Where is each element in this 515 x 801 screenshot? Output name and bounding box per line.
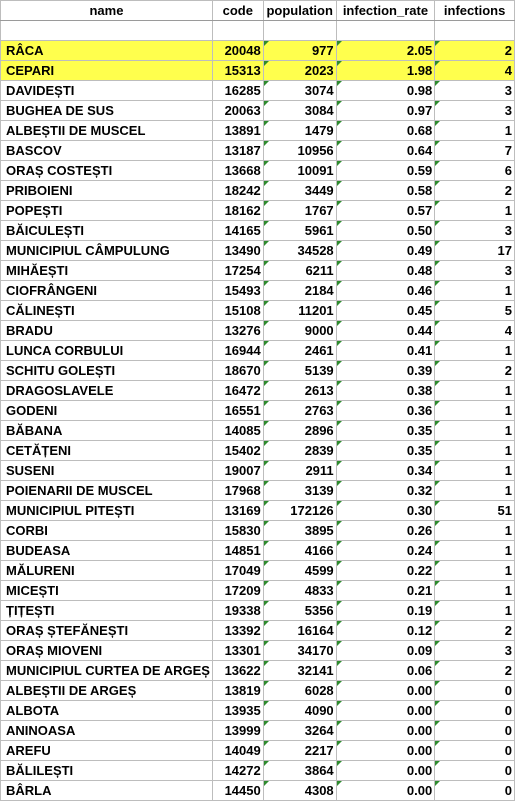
cell-infection-rate[interactable]: 0.58: [336, 181, 435, 201]
cell-infections[interactable]: 2: [435, 41, 515, 61]
cell-name[interactable]: ANINOASA: [1, 721, 213, 741]
table-row: [1, 301, 515, 321]
cell-code[interactable]: 13490: [212, 241, 263, 261]
cell-name[interactable]: MIHĂEȘTI: [1, 261, 213, 281]
cell-code[interactable]: 13276: [212, 321, 263, 341]
table-row: [1, 201, 515, 221]
cell-infections[interactable]: 4: [435, 321, 515, 341]
cell-code[interactable]: 15493: [212, 281, 263, 301]
cell-code[interactable]: 13891: [212, 121, 263, 141]
cell-name[interactable]: POIENARII DE MUSCEL: [1, 481, 213, 501]
cell-infection-rate[interactable]: 0.35: [336, 421, 435, 441]
cell-name[interactable]: MUNICIPIUL CÂMPULUNG: [1, 241, 213, 261]
table-row: [1, 421, 515, 441]
cell-name[interactable]: BUGHEA DE SUS: [1, 101, 213, 121]
cell-infection-rate[interactable]: 0.50: [336, 221, 435, 241]
cell-infections[interactable]: 0: [435, 721, 515, 741]
cell-infection-rate[interactable]: 0.26: [336, 521, 435, 541]
cell-name[interactable]: MUNICIPIUL PITEȘTI: [1, 501, 213, 521]
cell-population[interactable]: 2763: [263, 401, 336, 421]
cell-infections[interactable]: 1: [435, 401, 515, 421]
cell-code[interactable]: 13187: [212, 141, 263, 161]
empty-cell[interactable]: [212, 21, 263, 41]
cell-infection-rate[interactable]: 0.24: [336, 541, 435, 561]
cell-code[interactable]: 20048: [212, 41, 263, 61]
cell-name[interactable]: BĂLILEȘTI: [1, 761, 213, 781]
cell-infections[interactable]: 1: [435, 581, 515, 601]
table-row: [1, 81, 515, 101]
table-row: [1, 261, 515, 281]
cell-code[interactable]: 14085: [212, 421, 263, 441]
cell-name[interactable]: CEPARI: [1, 61, 213, 81]
cell-code[interactable]: 13819: [212, 681, 263, 701]
cell-population[interactable]: 4833: [263, 581, 336, 601]
cell-infection-rate[interactable]: 0.34: [336, 461, 435, 481]
cell-infections[interactable]: 6: [435, 161, 515, 181]
cell-infection-rate[interactable]: 0.00: [336, 701, 435, 721]
cell-population[interactable]: 3449: [263, 181, 336, 201]
cell-infections[interactable]: 2: [435, 621, 515, 641]
cell-infections[interactable]: 1: [435, 421, 515, 441]
cell-population[interactable]: 16164: [263, 621, 336, 641]
column-header-infection-rate[interactable]: infection_rate: [336, 1, 435, 21]
cell-name[interactable]: PRIBOIENI: [1, 181, 213, 201]
table-row: [1, 281, 515, 301]
cell-infections[interactable]: 1: [435, 601, 515, 621]
cell-name[interactable]: BĂICULEȘTI: [1, 221, 213, 241]
cell-population[interactable]: 4308: [263, 781, 336, 801]
cell-name[interactable]: BRADU: [1, 321, 213, 341]
cell-infection-rate[interactable]: 0.22: [336, 561, 435, 581]
cell-population[interactable]: 3264: [263, 721, 336, 741]
cell-population[interactable]: 2184: [263, 281, 336, 301]
cell-infections[interactable]: 2: [435, 361, 515, 381]
cell-infection-rate[interactable]: 0.59: [336, 161, 435, 181]
cell-infections[interactable]: 3: [435, 261, 515, 281]
cell-code[interactable]: 18670: [212, 361, 263, 381]
cell-population[interactable]: 11201: [263, 301, 336, 321]
cell-infections[interactable]: 4: [435, 61, 515, 81]
cell-name[interactable]: DAVIDEȘTI: [1, 81, 213, 101]
table-row: [1, 321, 515, 341]
cell-population[interactable]: 6211: [263, 261, 336, 281]
table-row: [1, 161, 515, 181]
cell-infection-rate[interactable]: 0.00: [336, 761, 435, 781]
cell-population[interactable]: 3864: [263, 761, 336, 781]
cell-infection-rate[interactable]: 0.48: [336, 261, 435, 281]
cell-infections[interactable]: 1: [435, 201, 515, 221]
cell-population[interactable]: 2217: [263, 741, 336, 761]
cell-infections[interactable]: 0: [435, 781, 515, 801]
cell-population[interactable]: 32141: [263, 661, 336, 681]
cell-infections[interactable]: 1: [435, 481, 515, 501]
table-row: [1, 501, 515, 521]
cell-infection-rate[interactable]: 0.30: [336, 501, 435, 521]
header-row: [1, 1, 515, 21]
cell-infections[interactable]: 3: [435, 101, 515, 121]
cell-population[interactable]: 10091: [263, 161, 336, 181]
cell-name[interactable]: ORAȘ MIOVENI: [1, 641, 213, 661]
column-header-population[interactable]: population: [263, 1, 336, 21]
table-row: [1, 781, 515, 801]
cell-infection-rate[interactable]: 0.00: [336, 681, 435, 701]
cell-name[interactable]: MUNICIPIUL CURTEA DE ARGEȘ: [1, 661, 213, 681]
cell-name[interactable]: CORBI: [1, 521, 213, 541]
cell-population[interactable]: 2839: [263, 441, 336, 461]
cell-code[interactable]: 14049: [212, 741, 263, 761]
table-row: [1, 61, 515, 81]
cell-code[interactable]: 13169: [212, 501, 263, 521]
cell-population[interactable]: 2023: [263, 61, 336, 81]
cell-population[interactable]: 34170: [263, 641, 336, 661]
cell-population[interactable]: 2461: [263, 341, 336, 361]
cell-code[interactable]: 15830: [212, 521, 263, 541]
cell-population[interactable]: 3139: [263, 481, 336, 501]
cell-infections[interactable]: 1: [435, 561, 515, 581]
cell-population[interactable]: 10956: [263, 141, 336, 161]
table-row: [1, 121, 515, 141]
cell-code[interactable]: 20063: [212, 101, 263, 121]
cell-infections[interactable]: 5: [435, 301, 515, 321]
cell-infection-rate[interactable]: 0.57: [336, 201, 435, 221]
cell-name[interactable]: MICEȘTI: [1, 581, 213, 601]
cell-infection-rate[interactable]: 0.35: [336, 441, 435, 461]
cell-population[interactable]: 34528: [263, 241, 336, 261]
cell-infections[interactable]: 3: [435, 221, 515, 241]
table-row: [1, 621, 515, 641]
cell-name[interactable]: GODENI: [1, 401, 213, 421]
cell-code[interactable]: 15402: [212, 441, 263, 461]
cell-code[interactable]: 14450: [212, 781, 263, 801]
table-row: [1, 381, 515, 401]
cell-infection-rate[interactable]: 0.39: [336, 361, 435, 381]
cell-code[interactable]: 13622: [212, 661, 263, 681]
table-row: [1, 221, 515, 241]
cell-infections[interactable]: 2: [435, 181, 515, 201]
cell-infection-rate[interactable]: 0.68: [336, 121, 435, 141]
table-row: [1, 701, 515, 721]
cell-code[interactable]: 19007: [212, 461, 263, 481]
table-row: [1, 661, 515, 681]
cell-infection-rate[interactable]: 1.98: [336, 61, 435, 81]
cell-code[interactable]: 16472: [212, 381, 263, 401]
table-row: [1, 581, 515, 601]
cell-infection-rate[interactable]: 0.98: [336, 81, 435, 101]
cell-name[interactable]: LUNCA CORBULUI: [1, 341, 213, 361]
cell-name[interactable]: ALBEȘTII DE MUSCEL: [1, 121, 213, 141]
cell-infection-rate[interactable]: 2.05: [336, 41, 435, 61]
table-row: [1, 181, 515, 201]
cell-name[interactable]: ALBEȘTII DE ARGEȘ: [1, 681, 213, 701]
cell-infections[interactable]: 2: [435, 661, 515, 681]
cell-code[interactable]: 17254: [212, 261, 263, 281]
cell-name[interactable]: POPEȘTI: [1, 201, 213, 221]
table-row: [1, 461, 515, 481]
cell-code[interactable]: 18242: [212, 181, 263, 201]
cell-infection-rate[interactable]: 0.00: [336, 721, 435, 741]
cell-infection-rate[interactable]: 0.45: [336, 301, 435, 321]
cell-code[interactable]: 16285: [212, 81, 263, 101]
table-row: [1, 481, 515, 501]
table-row: [1, 561, 515, 581]
table-row: [1, 241, 515, 261]
cell-name[interactable]: BASCOV: [1, 141, 213, 161]
empty-cell[interactable]: [435, 21, 515, 41]
cell-code[interactable]: 13301: [212, 641, 263, 661]
cell-name[interactable]: ȚIȚEȘTI: [1, 601, 213, 621]
table-row: [1, 601, 515, 621]
column-header-infections[interactable]: infections: [435, 1, 515, 21]
cell-code[interactable]: 13999: [212, 721, 263, 741]
cell-population[interactable]: 9000: [263, 321, 336, 341]
cell-infections[interactable]: 17: [435, 241, 515, 261]
cell-infections[interactable]: 0: [435, 761, 515, 781]
cell-infection-rate[interactable]: 0.49: [336, 241, 435, 261]
cell-code[interactable]: 16944: [212, 341, 263, 361]
cell-population[interactable]: 5356: [263, 601, 336, 621]
cell-name[interactable]: ORAȘ ȘTEFĂNEȘTI: [1, 621, 213, 641]
cell-infections[interactable]: 1: [435, 281, 515, 301]
table-row: [1, 521, 515, 541]
empty-row: [1, 21, 515, 41]
cell-infection-rate[interactable]: 0.00: [336, 781, 435, 801]
cell-code[interactable]: 18162: [212, 201, 263, 221]
cell-infection-rate[interactable]: 0.06: [336, 661, 435, 681]
cell-name[interactable]: CETĂȚENI: [1, 441, 213, 461]
cell-infection-rate[interactable]: 0.97: [336, 101, 435, 121]
cell-infection-rate[interactable]: 0.19: [336, 601, 435, 621]
table-row: [1, 401, 515, 421]
cell-infection-rate[interactable]: 0.44: [336, 321, 435, 341]
cell-code[interactable]: 16551: [212, 401, 263, 421]
cell-population[interactable]: 4090: [263, 701, 336, 721]
cell-name[interactable]: BÂRLA: [1, 781, 213, 801]
cell-infection-rate[interactable]: 0.21: [336, 581, 435, 601]
cell-name[interactable]: RÂCA: [1, 41, 213, 61]
cell-population[interactable]: 5139: [263, 361, 336, 381]
cell-infections[interactable]: 1: [435, 341, 515, 361]
cell-population[interactable]: 3074: [263, 81, 336, 101]
cell-population[interactable]: 6028: [263, 681, 336, 701]
cell-infection-rate[interactable]: 0.00: [336, 741, 435, 761]
table-row: [1, 141, 515, 161]
cell-population[interactable]: 172126: [263, 501, 336, 521]
cell-infections[interactable]: 0: [435, 681, 515, 701]
cell-infection-rate[interactable]: 0.38: [336, 381, 435, 401]
cell-infection-rate[interactable]: 0.46: [336, 281, 435, 301]
cell-code[interactable]: 13935: [212, 701, 263, 721]
cell-name[interactable]: SUSENI: [1, 461, 213, 481]
cell-code[interactable]: 15108: [212, 301, 263, 321]
table-row: [1, 681, 515, 701]
cell-infections[interactable]: 1: [435, 521, 515, 541]
cell-infections[interactable]: 1: [435, 121, 515, 141]
cell-code[interactable]: 13392: [212, 621, 263, 641]
cell-population[interactable]: 2896: [263, 421, 336, 441]
cell-population[interactable]: 2613: [263, 381, 336, 401]
cell-population[interactable]: 1767: [263, 201, 336, 221]
cell-name[interactable]: BUDEASA: [1, 541, 213, 561]
cell-code[interactable]: 14272: [212, 761, 263, 781]
cell-name[interactable]: CIOFRÂNGENI: [1, 281, 213, 301]
cell-population[interactable]: 1479: [263, 121, 336, 141]
cell-infection-rate[interactable]: 0.36: [336, 401, 435, 421]
table-row: [1, 361, 515, 381]
column-header-code[interactable]: code: [212, 1, 263, 21]
table-row: [1, 641, 515, 661]
cell-name[interactable]: SCHITU GOLEȘTI: [1, 361, 213, 381]
cell-code[interactable]: 19338: [212, 601, 263, 621]
table-row: [1, 721, 515, 741]
cell-population[interactable]: 3895: [263, 521, 336, 541]
table-row: [1, 341, 515, 361]
cell-code[interactable]: 17209: [212, 581, 263, 601]
cell-infections[interactable]: 7: [435, 141, 515, 161]
table-row: [1, 101, 515, 121]
cell-infections[interactable]: 3: [435, 81, 515, 101]
table-row: [1, 41, 515, 61]
cell-infections[interactable]: 1: [435, 381, 515, 401]
cell-name[interactable]: AREFU: [1, 741, 213, 761]
table-row: [1, 741, 515, 761]
cell-population[interactable]: 5961: [263, 221, 336, 241]
table-row: [1, 761, 515, 781]
cell-name[interactable]: ORAȘ COSTEȘTI: [1, 161, 213, 181]
cell-code[interactable]: 13668: [212, 161, 263, 181]
empty-cell[interactable]: [1, 21, 213, 41]
cell-code[interactable]: 14851: [212, 541, 263, 561]
cell-infection-rate[interactable]: 0.32: [336, 481, 435, 501]
cell-infections[interactable]: 1: [435, 441, 515, 461]
cell-population[interactable]: 4599: [263, 561, 336, 581]
cell-population[interactable]: 4166: [263, 541, 336, 561]
table-row: [1, 541, 515, 561]
cell-name[interactable]: ALBOTA: [1, 701, 213, 721]
cell-population[interactable]: 3084: [263, 101, 336, 121]
cell-infections[interactable]: 1: [435, 461, 515, 481]
cell-infection-rate[interactable]: 0.12: [336, 621, 435, 641]
cell-code[interactable]: 17049: [212, 561, 263, 581]
cell-infection-rate[interactable]: 0.64: [336, 141, 435, 161]
cell-infections[interactable]: 3: [435, 641, 515, 661]
cell-infections[interactable]: 1: [435, 541, 515, 561]
cell-infections[interactable]: 0: [435, 701, 515, 721]
cell-infection-rate[interactable]: 0.41: [336, 341, 435, 361]
cell-population[interactable]: 2911: [263, 461, 336, 481]
cell-infections[interactable]: 51: [435, 501, 515, 521]
cell-code[interactable]: 14165: [212, 221, 263, 241]
cell-population[interactable]: 977: [263, 41, 336, 61]
cell-name[interactable]: MĂLURENI: [1, 561, 213, 581]
table-row: [1, 441, 515, 461]
cell-name[interactable]: DRAGOSLAVELE: [1, 381, 213, 401]
cell-code[interactable]: 17968: [212, 481, 263, 501]
empty-cell[interactable]: [263, 21, 336, 41]
cell-name[interactable]: BĂBANA: [1, 421, 213, 441]
cell-name[interactable]: CĂLINEȘTI: [1, 301, 213, 321]
empty-cell[interactable]: [336, 21, 435, 41]
cell-infection-rate[interactable]: 0.09: [336, 641, 435, 661]
cell-infections[interactable]: 0: [435, 741, 515, 761]
column-header-name[interactable]: name: [1, 1, 213, 21]
cell-code[interactable]: 15313: [212, 61, 263, 81]
